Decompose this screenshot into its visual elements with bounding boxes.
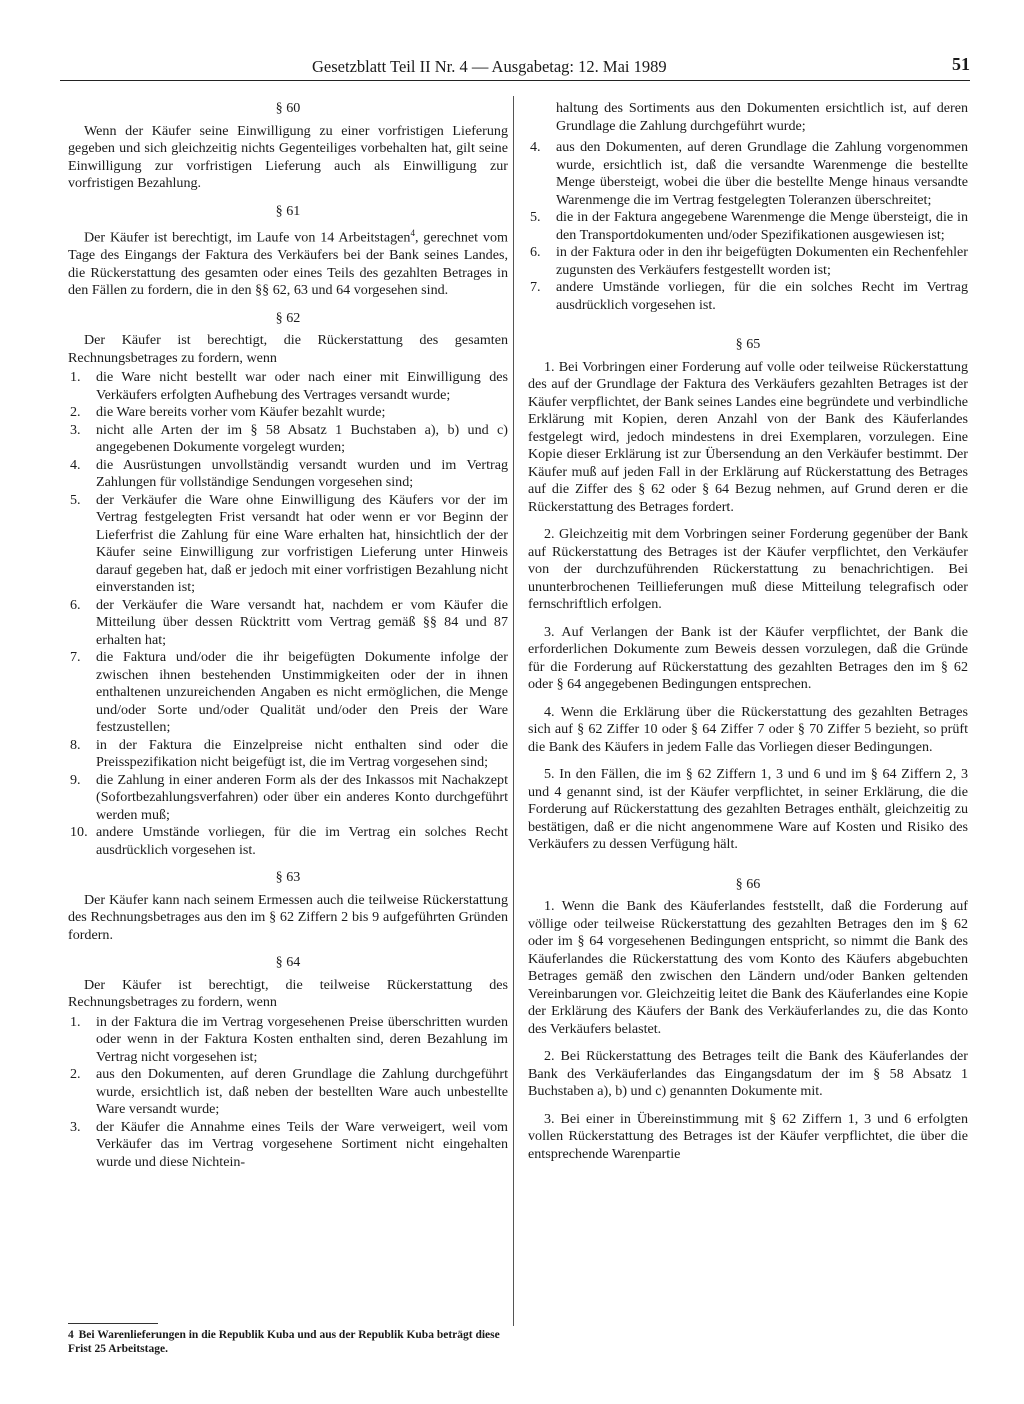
section-heading: § 61 xyxy=(275,202,301,219)
list-item: 4. die Ausrüstungen unvollständig versandt wurden und im Vertrag Zahlungen für vollständige Sendungen vorgesehen sind; xyxy=(70,456,508,491)
footnote: 4 Bei Warenlieferungen in die Republik Kuba und aus der Republik Kuba beträgt diese Frist 25 Arbeitstage. xyxy=(68,1329,500,1355)
page-header xyxy=(60,52,970,81)
list-item: 6. der Verkäufer die Ware versandt hat, nachdem er vom Käufer die Mitteilung über dessen Rücktritt vom Vertrag gemäß §§ 84 und 87 erhalten hat; xyxy=(70,596,508,648)
section-65-para: 1. Bei Vorbringen einer Forderung auf volle oder teilweise Rückerstattung des auf der Grundlage der Faktura des Verkäufers gezahlten Betrages ist der Käufer verpflichtet, der Bank seines Landes eine begründete und verbindliche Erklärung mit Kopien, deren Anzahl von der Bank des Käuferlandes festgelegt wird, jedoch mindestens in drei Exemplaren, vorzulegen. Eine Kopie dieser Erklärung ist zur Übersendung an den Verkäufer bestimmt. Der Käufer muß auf jeden Fall in der Erklärung auf Rückerstattung des Betrages auf die Ziffer des § 62 oder § 64 Bezug nehmen, auf Grund deren er die Rückerstattung des Betrages fordert. xyxy=(528,358,968,515)
section-64-intro: Der Käufer ist berechtigt, die teilweise Rückerstattung des Rechnungsbetrages zu fordern, wenn xyxy=(68,976,508,1011)
section-heading: § 63 xyxy=(275,869,301,886)
section-65-para: 5. In den Fällen, die im § 62 Ziffern 1, 3 und 6 und im § 64 Ziffern 2, 3 und 4 genannt sind, ist der Käufer verpflichtet, in seiner Erklärung, die die Forderung auf Rückerstattung des gezahlten Betrages enthält, gleichzeitig zu bestätigen, daß er die nicht angenommene Ware auf Kosten und Risiko des Verkäufers zu dessen Verfügung hält. xyxy=(528,766,968,852)
list-item: 8. in der Faktura die Einzelpreise nicht enthalten sind oder die Preisspezifikation nicht beigefügt ist, die im Vertrag vorgesehen sind; xyxy=(70,736,508,771)
list-item: 7. die Faktura und/oder die ihr beigefügten Dokumente infolge der zwischen ihnen bestehenden Unstimmigkeiten oder der in ihnen enthaltenen unzureichenden Angaben es nicht ermöglichen, die Menge und/oder Sorte und/oder Qualität und/oder den Preis der Ware festzustellen; xyxy=(70,649,508,736)
section-heading: § 64 xyxy=(275,954,301,971)
section-heading: § 62 xyxy=(275,309,301,326)
list-item: 9. die Zahlung in einer anderen Form als der des Inkassos mit Nachakzept (Sofortbezahlungsverfahren) oder über ein anderes Konto durchgeführt werden muß; xyxy=(70,771,508,823)
list-item: 4. aus den Dokumenten, auf deren Grundlage die Zahlung vorgenommen wurde, ersichtlich ist, daß die versandte Warenmenge die bestellte Menge übersteigt, wobei die über die bestellte Menge hinaus versandte Warenmenge die im Vertrag festgelegten Toleranzen überschreitet; xyxy=(530,139,968,208)
list-item: 5. der Verkäufer die Ware ohne Einwilligung des Käufers vor der im Vertrag festgelegten Frist versandt hat oder wenn er vor Beginn der Lieferfrist die Zahlung für eine Ware erhalten hat, hinsichtlich der der Käufer seine Einwilligung zur vorfristigen Lieferung unter Hinweis darauf gegeben hat, daß er jedoch mit einer vorfristigen Bezahlung nicht einverstanden ist; xyxy=(70,491,508,596)
list-item: 3. nicht alle Arten der im § 58 Absatz 1 Buchstaben a), b) und c) angegebenen Dokumente vorgelegt wurden; xyxy=(70,421,508,456)
left-column xyxy=(68,100,508,1181)
list-item: 2. die Ware bereits vorher vom Käufer bezahlt wurde; xyxy=(70,404,386,421)
list-item: 7. andere Umstände vorliegen, für die ein solches Recht im Vertrag ausdrücklich vorgesehen ist. xyxy=(530,279,968,313)
right-column xyxy=(528,100,968,1173)
header-title: Gesetzblatt Teil II Nr. 4 — Ausgabetag: 12. Mai 1989 xyxy=(312,57,667,76)
section-65-para: 4. Wenn die Erklärung über die Rückerstattung des gezahlten Betrages sich auf § 62 Ziffer 10 oder § 64 Ziffer 7 oder § 70 Ziffer 5 bezieht, so prüft die Bank des Käufers in jedem Falle das Vorliegen dieser Bedingungen. xyxy=(528,703,968,755)
footnote-marker: 4 xyxy=(410,228,415,238)
footnote-rule xyxy=(68,1323,158,1324)
section-63-text: Der Käufer kann nach seinem Ermessen auch die teilweise Rückerstattung des Rechnungsbetrages aus den im § 62 Ziffern 2 bis 9 aufgeführten Gründen fordern. xyxy=(68,891,508,943)
section-62-list xyxy=(68,369,508,859)
list-item-continuation: haltung des Sortiments aus den Dokumenten ersichtlich ist, auf deren Grundlage die Zahlung durchgeführt wurde; xyxy=(556,100,968,134)
list-item: 6. in der Faktura oder in den ihr beigefügten Dokumenten ein Rechenfehler zugunsten des Verkäufers festgestellt worden ist; xyxy=(530,244,968,278)
section-heading: § 60 xyxy=(275,100,301,116)
section-heading: § 66 xyxy=(735,875,761,892)
section-66-para: 1. Wenn die Bank des Käuferlandes feststellt, daß die Forderung auf völlige oder teilweise Rückerstattung des gezahlten Betrages den im § 62 oder im § 64 vorgesehenen Bedingungen entspricht, so nimmt die Bank des Käuferlandes die Rückerstattung des vom Konto des Käufers abgebuchten Betrages gemäß den zwischen den Ländern und/oder Banken geltenden Vereinbarungen vor. Gleichzeitig leitet die Bank des Käuferlandes eine Kopie der Erklärung des Käufers der Bank des Verkäuferlandes zu, die das Konto des Verkäufers belastet. xyxy=(528,898,968,1037)
list-item: 10. andere Umstände vorliegen, für die im Vertrag ein solches Recht ausdrücklich vorgesehen ist. xyxy=(70,824,508,858)
list-item: 1. in der Faktura die im Vertrag vorgesehenen Preise überschritten wurden oder wenn in der Faktura Kosten enthalten sind, deren Bezahlung im Vertrag nicht vorgesehen ist; xyxy=(70,1013,508,1065)
section-66-para: 3. Bei einer in Übereinstimmung mit § 62 Ziffern 1, 3 und 6 erfolgten vollen Rückerstattung des Betrages ist der Käufer verpflichtet, die über die entsprechende Warenpartie xyxy=(528,1110,968,1162)
page-number: 51 xyxy=(952,54,970,74)
section-60-text: Wenn der Käufer seine Einwilligung zu einer vorfristigen Lieferung gegeben und sich gleichzeitig nichts Gegenteiliges vorbehalten hat, gilt seine Einwilligung zur vorfristigen Lieferung auch als Einwilligung zur vorfristigen Bezahlung. xyxy=(68,122,508,191)
section-65-para: 3. Auf Verlangen der Bank ist der Käufer verpflichtet, der Bank die erforderlichen Dokumente zum Beweis dessen vorzulegen, daß die Gründe für die Forderung auf Rückerstattung des gezahlten Betrages den im § 62 oder § 64 angegebenen Bedingungen entsprechen. xyxy=(528,623,968,692)
section-62-intro: Der Käufer ist berechtigt, die Rückerstattung des gesamten Rechnungsbetrages zu fordern, wenn xyxy=(68,332,508,366)
list-item: 1. die Ware nicht bestellt war oder nach einer mit Einwilligung des Verkäufers erfolgten Aufhebung des Vertrages versandt wurde; xyxy=(70,369,508,403)
section-64-list-continued xyxy=(528,139,968,314)
list-item: 2. aus den Dokumenten, auf deren Grundlage die Zahlung durchgeführt wurde, ersichtlich ist, daß neben der bestellten Ware auch unbestellte Ware versandt wurde; xyxy=(70,1066,508,1118)
list-item: 5. die in der Faktura angegebene Warenmenge die Menge übersteigt, die in den Transportdokumenten und/oder Spezifikationen ausgewiesen ist; xyxy=(530,209,968,243)
section-65-para: 2. Gleichzeitig mit dem Vorbringen seiner Forderung gegenüber der Bank auf Rückerstattung des Betrages ist der Käufer verpflichtet, den Verkäufer von der durchzuführenden Rückerstattung zu benachrichtigen. Bei ununterbrochenen Teillieferungen muß diese Mitteilung telegrafisch oder fernschriftlich erfolgen. xyxy=(528,526,968,612)
section-61-text: Der Käufer ist berechtigt, im Laufe von 14 Arbeitstagen$^4$, gerechnet vom Tage des Eingangs der Faktura des Verkäufers bei der Bank seines Landes, die Rückerstattung des gesamten oder eines Teils des gezahlten Betrages in den Fällen zu fordern, die in den §§ 62, 63 und 64 vorgesehen sind. xyxy=(68,228,508,299)
section-66-para: 2. Bei Rückerstattung des Betrages teilt die Bank des Käuferlandes der Bank des Verkäuferlandes das Eingangsdatum der im § 58 Absatz 1 Buchstaben a), b) und c) genannten Dokumente mit. xyxy=(528,1048,968,1099)
section-64-list xyxy=(68,1014,508,1172)
section-heading: § 65 xyxy=(735,336,761,352)
column-divider xyxy=(513,96,514,1326)
list-item: 3. der Käufer die Annahme eines Teils der Ware verweigert, weil vom Verkäufer das im Vertrag vorgesehene Sortiment nicht eingehalten wurde und diese Nichtein- xyxy=(70,1118,508,1170)
